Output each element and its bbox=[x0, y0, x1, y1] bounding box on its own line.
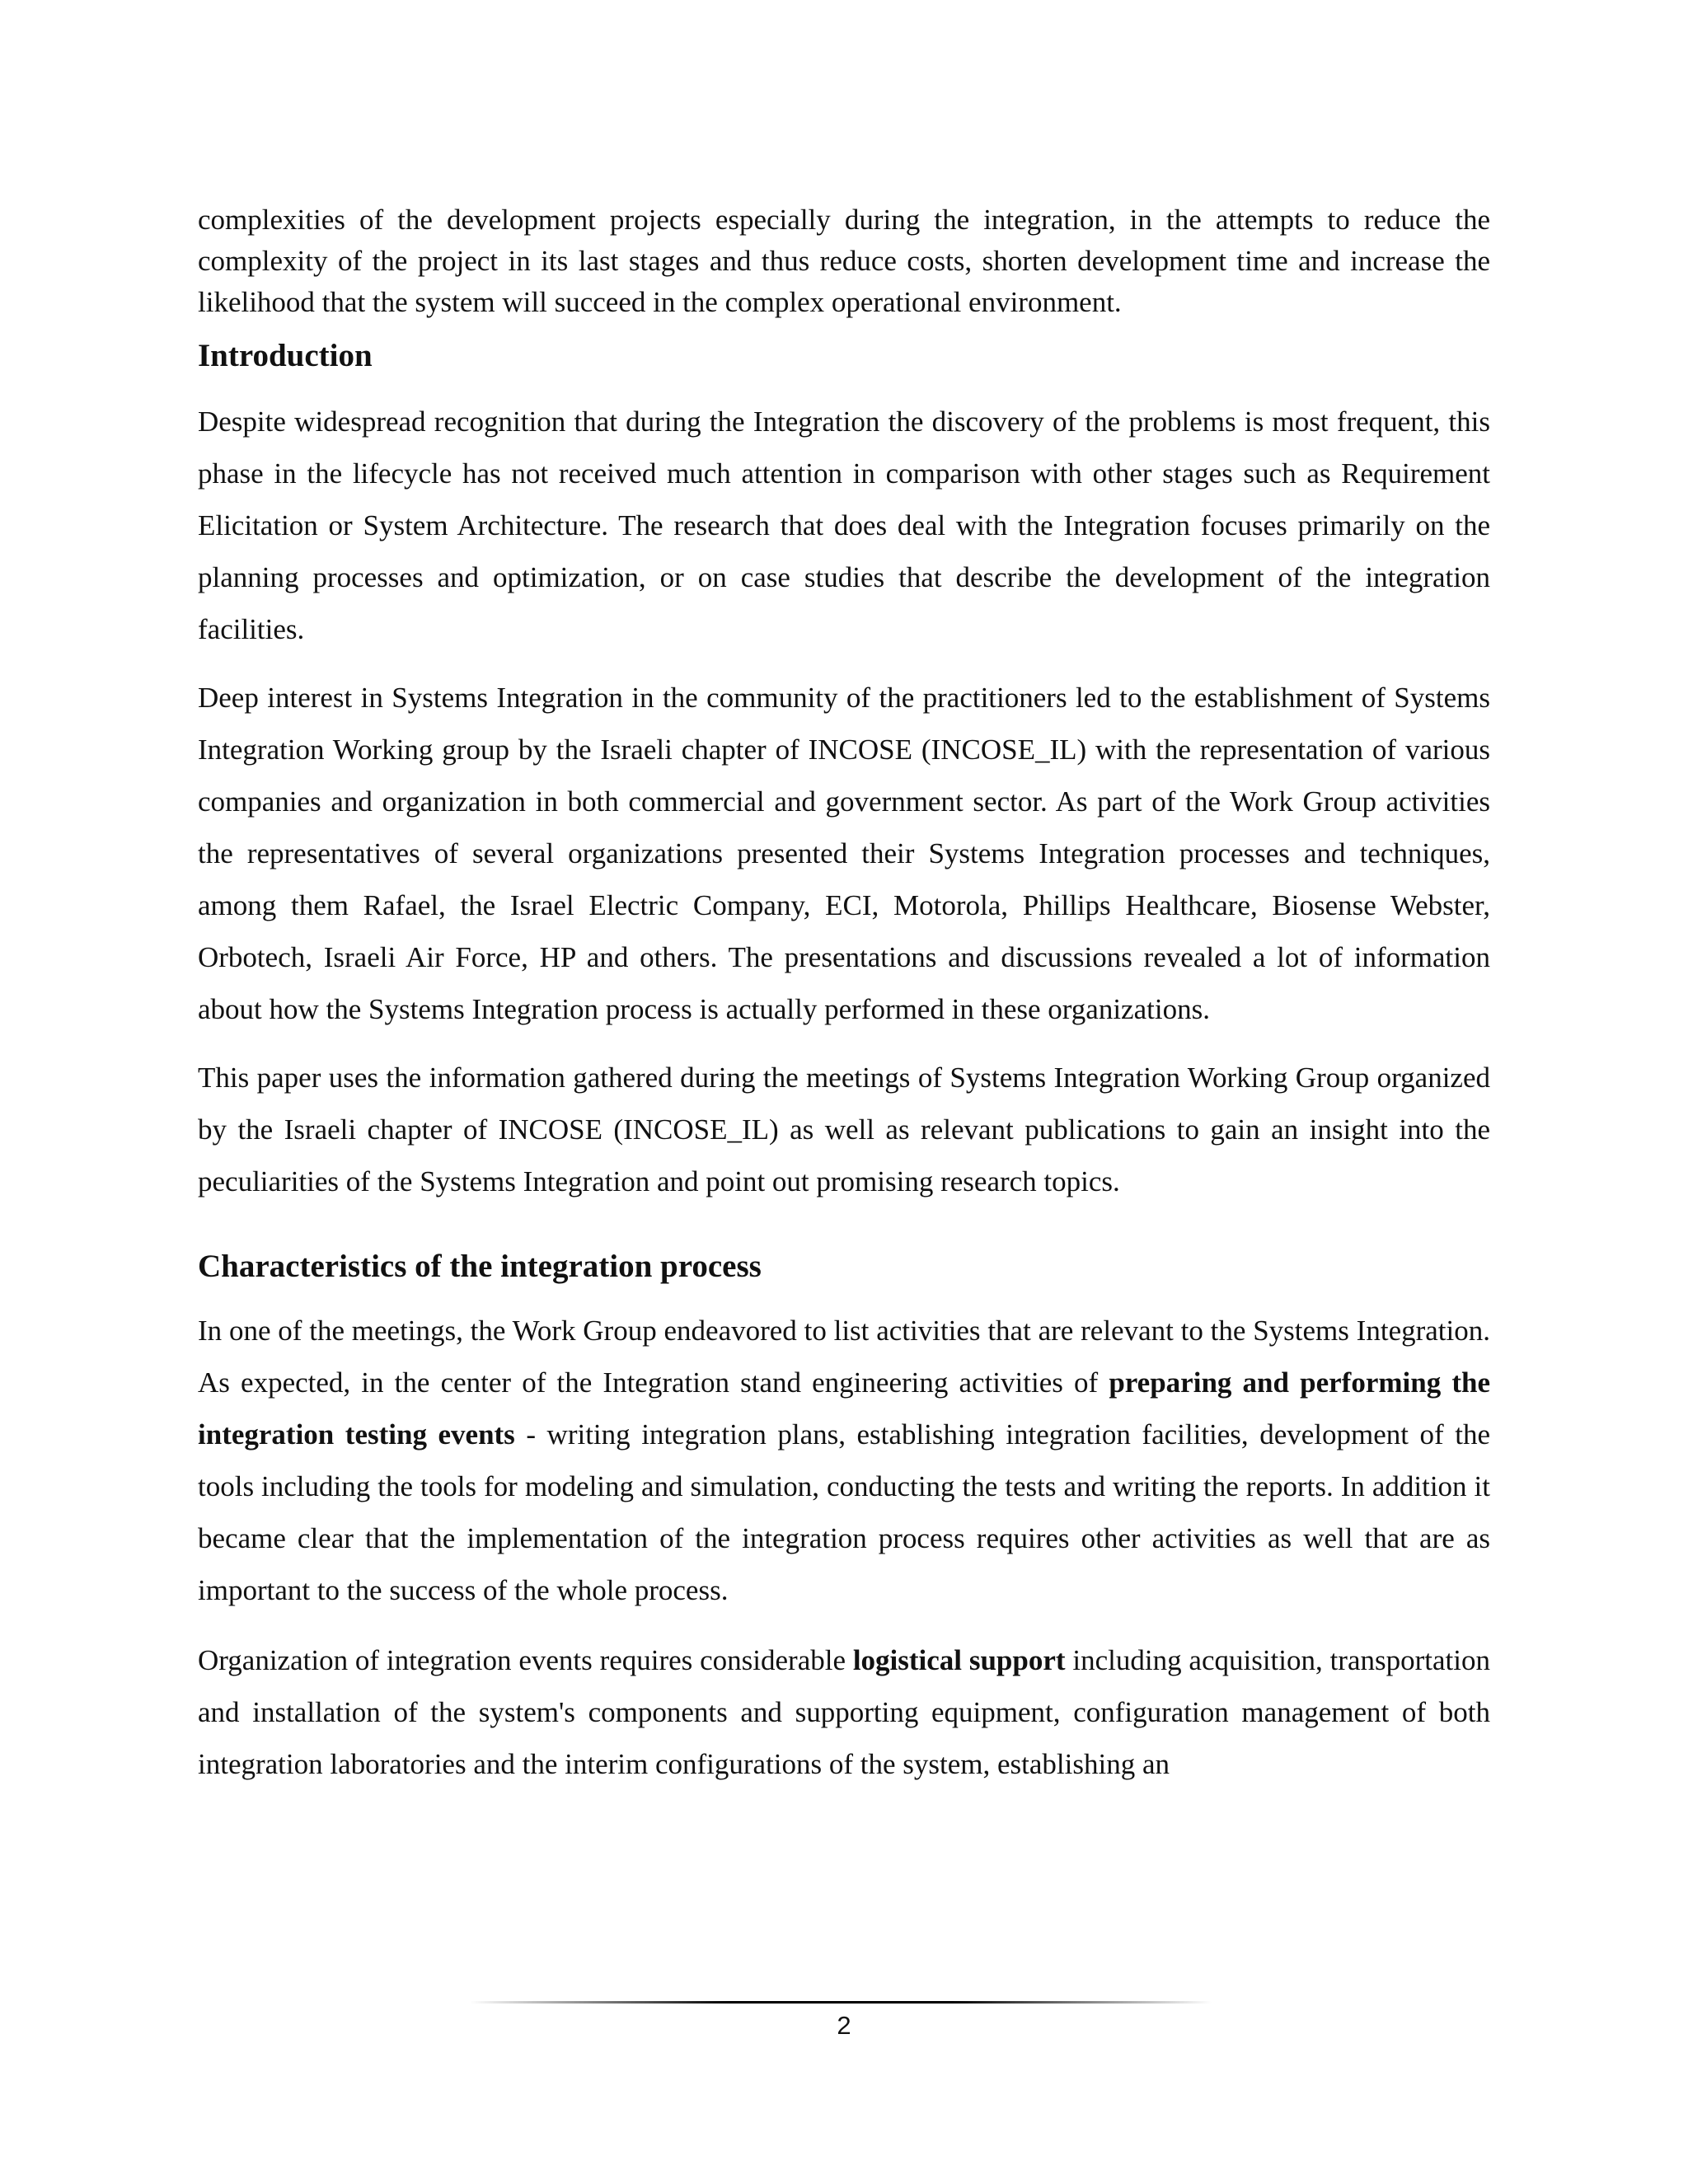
characteristics-paragraph-1 bbox=[198, 1305, 1490, 1616]
paragraph-text: including acquisition, transportation and installation of the system's components and supporting equipment, configuration management of both integration laboratories and the interim configurations of the system, establishing an bbox=[198, 1644, 1490, 1780]
section-heading-characteristics: Characteristics of the integration process bbox=[198, 1249, 762, 1284]
paragraph-text: - writing integration plans, establishing integration facilities, development of the tools including the tools for modeling and simulation, conducting the tests and writing the reports. In addition it became clear that the implementation of the integration process requires other activities as well that are as important to the success of the whole process. bbox=[198, 1418, 1490, 1606]
introduction-paragraph-2: Deep interest in Systems Integration in the community of the practitioners led to the establishment of Systems Integration Working group by the Israeli chapter of INCOSE (INCOSE_IL) with the representation of various companies and organization in both commercial and government sector. As part of the Work Group activities the representatives of several organizations presented their Systems Integration processes and techniques, among them Rafael, the Israel Electric Company, ECI, Motorola, Phillips Healthcare, Biosense Webster, Orbotech, Israeli Air Force, HP and others. The presentations and discussions revealed a lot of information about how the Systems Integration process is actually performed in these organizations. bbox=[198, 682, 1490, 1025]
page-body bbox=[198, 199, 1490, 1790]
paragraph-text: In one of the meetings, the Work Group endeavored to list activities that are relevant to the Systems Integration. As expected, in the center of the Integration stand engineering activities of bbox=[198, 1315, 1490, 1399]
section-heading-introduction: Introduction bbox=[198, 338, 373, 373]
footer-divider bbox=[470, 2001, 1212, 2004]
bold-phrase: preparing and performing the integration testing events bbox=[198, 1366, 1491, 1451]
paragraph-text: Organization of integration events requires considerable bbox=[198, 1644, 853, 1676]
introduction-paragraph-1: Despite widespread recognition that during the Integration the discovery of the problems is most frequent, this phase in the lifecycle has not received much attention in comparison with other stages such as Requirement Elicitation or System Architecture. The research that does deal with the Integration focuses primarily on the planning processes and optimization, or on case studies that describe the development of the integration facilities. bbox=[198, 405, 1490, 645]
page-number: 2 bbox=[837, 2011, 851, 2040]
introduction-paragraph-3: This paper uses the information gathered during the meetings of Systems Integration Working Group organized by the Israeli chapter of INCOSE (INCOSE_IL) as well as relevant publications to gain an insight into the peculiarities of the Systems Integration and point out promising research topics. bbox=[198, 1062, 1490, 1197]
continuation-paragraph: complexities of the development projects especially during the integration, in the attempts to reduce the complexity of the project in its last stages and thus reduce costs, shorten development time and increase the likelihood that the system will succeed in the complex operational environment. bbox=[198, 204, 1490, 318]
characteristics-paragraph-2 bbox=[198, 1634, 1490, 1790]
bold-phrase: logistical support bbox=[852, 1644, 1066, 1676]
